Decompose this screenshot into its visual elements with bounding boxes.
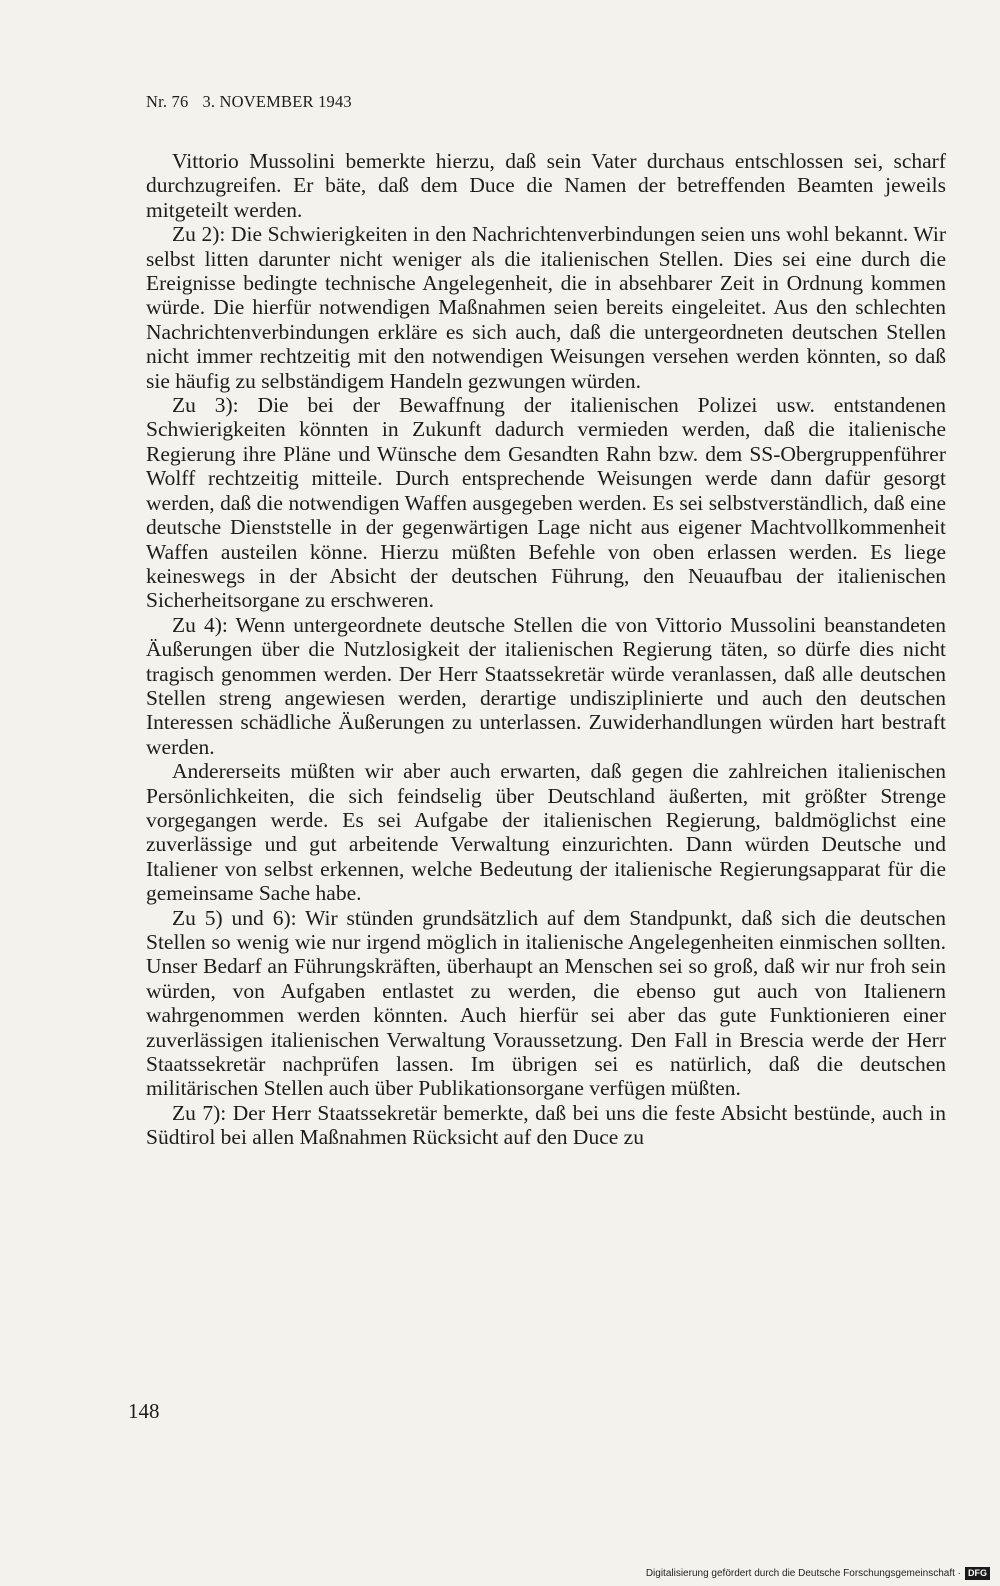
dfg-logo: DFG — [965, 1567, 990, 1580]
paragraph: Zu 5) und 6): Wir stünden grundsätzlich auf dem Standpunkt, daß sich die deutschen Stellen so wenig wie nur irgend möglich in italienische Angelegenheiten einmischen sollten. Unser Bedarf an Führungskräften, überhaupt an Menschen sei so groß, daß wir nur froh sein würden, von Aufgaben entlastet zu werden, die ebenso gut auch von Italienern wahrgenommen werden könnten. Auch hierfür sei aber das gute Funktionieren einer zuverlässigen italienischen Verwaltung Voraussetzung. Den Fall in Brescia werde der Herr Staatssekretär nachprüfen lassen. Im übrigen sei es natürlich, daß die deutschen militärischen Stellen auch über Publikationsorgane verfügen müßten. — [146, 905, 946, 1101]
document-date: 3. NOVEMBER 1943 — [202, 92, 352, 111]
digitization-credit — [646, 1567, 990, 1580]
document-number: Nr. 76 — [146, 92, 189, 111]
paragraph: Andererseits müßten wir aber auch erwarten, daß gegen die zahlreichen italienischen Persönlichkeiten, die sich feindselig über Deutschland äußerten, mit größter Strenge vorgegangen werde. Es sei Aufgabe der italienischen Regierung, baldmöglichst eine zuverlässige und gut arbeitende Verwaltung einzurichten. Dann würden Deutsche und Italiener von selbst erkennen, welche Bedeutung der italienische Regierungsapparat für die gemeinsame Sache habe. — [146, 759, 946, 906]
paragraph: Vittorio Mussolini bemerkte hierzu, daß sein Vater durchaus entschlossen sei, scharf durchzugreifen. Er bäte, daß dem Duce die Namen der betreffenden Beamten jeweils mitgeteilt werden. — [146, 149, 946, 222]
paragraph: Zu 2): Die Schwierigkeiten in den Nachrichtenverbindungen seien uns wohl bekannt. Wir selbst litten darunter nicht weniger als die italienischen Stellen. Dies sei eine durch die Ereignisse bedingte technische Angelegenheit, die in absehbarer Zeit in Ordnung kommen würde. Die hierfür notwendigen Maßnahmen seien bereits eingeleitet. Aus den schlechten Nachrichtenverbindungen erkläre es sich auch, daß die untergeordneten deutschen Stellen nicht immer rechtzeitig mit den notwendigen Weisungen versehen werden könnten, so daß sie häufig zu selbständigem Handeln gezwungen würden. — [146, 222, 946, 393]
paragraph: Zu 7): Der Herr Staatssekretär bemerkte, daß bei uns die feste Absicht bestünde, auch in Südtirol bei allen Maßnahmen Rücksicht auf den Duce zu — [146, 1100, 946, 1150]
page-number: 148 — [128, 1399, 160, 1423]
credit-text: Digitalisierung gefördert durch die Deutsche Forschungsgemeinschaft · — [645, 1568, 961, 1579]
running-header — [146, 92, 352, 112]
paragraph: Zu 4): Wenn untergeordnete deutsche Stellen die von Vittorio Mussolini beanstandeten Äußerungen über die Nutzlosigkeit der italienischen Regierung täten, so dürfe dies nicht tragisch genommen werden. Der Herr Staatssekretär würde veranlassen, daß alle deutschen Stellen streng angewiesen werden, derartige undisziplinierte und auch den deutschen Interessen schädliche Äußerungen zu unterlassen. Zuwiderhandlungen würden hart bestraft werden. — [146, 612, 946, 759]
body-text — [146, 149, 946, 1150]
paragraph: Zu 3): Die bei der Bewaffnung der italienischen Polizei usw. entstandenen Schwierigkeiten könnten in Zukunft dadurch vermieden werden, daß die italienische Regierung ihre Pläne und Wünsche dem Gesandten Rahn bzw. dem SS-Obergruppenführer Wolff rechtzeitig mitteile. Durch entsprechende Weisungen werde dann dafür gesorgt werden, daß die notwendigen Waffen ausgegeben werden. Es sei selbstverständlich, daß eine deutsche Dienststelle in der gegenwärtigen Lage nicht aus eigener Machtvollkommenheit Waffen austeilen könne. Hierzu müßten Befehle von oben erlassen werden. Es liege keineswegs in der Absicht der deutschen Führung, den Neuaufbau der italienischen Sicherheitsorgane zu erschweren. — [146, 393, 946, 613]
